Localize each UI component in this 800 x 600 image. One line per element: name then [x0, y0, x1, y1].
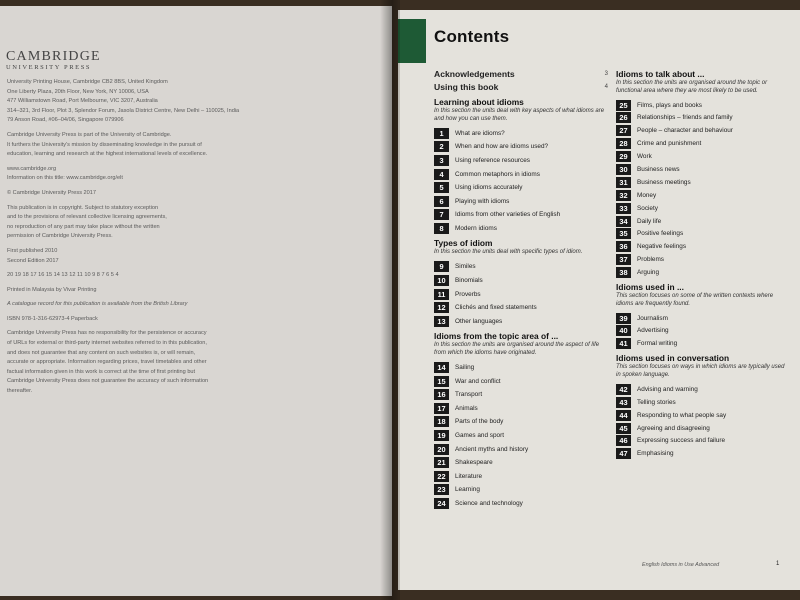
unit-number: 2	[434, 141, 449, 152]
unit-number: 44	[616, 410, 631, 421]
imprint-line: of URLs for external or third-party internet websites referred to in this publication,	[7, 340, 207, 347]
unit-number: 42	[616, 384, 631, 395]
contents-title: Contents	[434, 27, 510, 46]
unit-number: 4	[434, 169, 449, 180]
unit-title: Shakespeare	[455, 459, 493, 467]
unit-number: 29	[616, 151, 631, 162]
unit-title: When and how are idioms used?	[455, 143, 549, 151]
imprint-line: Printed in Malaysia by Vivar Printing	[7, 286, 97, 293]
section-description: This section focuses on some of the written contexts where idioms are frequently found.	[616, 293, 774, 307]
unit-number: 32	[616, 190, 631, 201]
contents-column-right	[616, 66, 786, 460]
unit-entry	[434, 429, 608, 443]
unit-number: 24	[434, 498, 449, 509]
unit-entry	[616, 422, 786, 435]
unit-entry	[616, 383, 786, 396]
unit-number: 18	[434, 416, 449, 427]
unit-title: Agreeing and disagreeing	[637, 424, 710, 432]
imprint-line: factual information given in this work is correct at the time of first printing but	[7, 368, 196, 375]
imprint-line: no reproduction of any part may take place without the written	[7, 223, 160, 230]
unit-number: 1	[434, 128, 449, 139]
unit-number: 7	[434, 209, 449, 220]
unit-entry	[616, 111, 786, 124]
unit-number: 22	[434, 471, 449, 482]
unit-entry	[616, 99, 786, 112]
unit-entry	[434, 388, 608, 402]
unit-entry	[434, 154, 608, 168]
page-number: 1	[776, 561, 780, 567]
unit-entry	[616, 137, 786, 150]
unit-title: Business meetings	[637, 178, 691, 186]
unit-title: Idioms from other varieties of English	[455, 211, 561, 219]
unit-title: Proverbs	[455, 290, 481, 298]
imprint-line: and does not guarantee that any content on such websites is, or will remain,	[7, 349, 196, 356]
unit-title: Formal writing	[637, 340, 678, 348]
unit-entry	[616, 396, 786, 409]
unit-number: 23	[434, 484, 449, 495]
unit-number: 27	[616, 125, 631, 136]
green-tab	[398, 19, 426, 63]
unit-entry	[616, 434, 786, 447]
unit-title: Transport	[455, 391, 483, 399]
unit-number: 6	[434, 196, 449, 207]
unit-title: Advising and warning	[637, 385, 698, 393]
unit-number: 15	[434, 376, 449, 387]
unit-title: Binomials	[455, 277, 483, 285]
unit-entry	[434, 195, 608, 209]
unit-entry	[616, 337, 786, 350]
unit-entry	[434, 374, 608, 388]
unit-title: Telling stories	[637, 398, 676, 406]
unit-title: Money	[637, 191, 657, 199]
unit-title: War and conflict	[455, 377, 501, 385]
unit-number: 46	[616, 435, 631, 446]
unit-title: Animals	[455, 404, 478, 412]
unit-title: Similes	[455, 263, 476, 271]
unit-number: 38	[616, 267, 631, 278]
unit-number: 33	[616, 203, 631, 214]
front-matter-item	[434, 68, 608, 81]
imprint-line: accurate or appropriate. Information regarding prices, travel timetables and other	[7, 359, 207, 366]
imprint-line: ISBN 978-1-316-62973-4 Paperback	[7, 315, 98, 322]
imprint-line: This publication is in copyright. Subject to statutory exception	[7, 204, 159, 211]
unit-title: Literature	[455, 472, 482, 480]
unit-entry	[434, 483, 608, 497]
unit-number: 20	[434, 444, 449, 455]
imprint-line: 79 Anson Road, #06–04/06, Singapore 079906	[7, 117, 124, 124]
book-gutter	[380, 0, 400, 600]
section-description: In this section the units are organised around the topic or functional area where they are most likely to be used.	[616, 80, 768, 94]
footer-title: English Idioms in Use Advanced	[642, 562, 720, 568]
unit-entry	[434, 301, 608, 315]
imprint-line: permission of Cambridge University Press.	[7, 233, 113, 240]
publisher-logo	[6, 50, 101, 72]
unit-entry	[616, 253, 786, 266]
section-description: This section focuses on ways in which idioms are typically used in spoken language.	[616, 364, 785, 379]
logo-line2: UNIVERSITY PRESS	[6, 64, 92, 71]
unit-entry	[434, 274, 608, 288]
front-matter-page: 4	[604, 84, 608, 90]
unit-title: Clichés and fixed statements	[455, 304, 537, 312]
contents-column-left	[434, 68, 608, 510]
imprint-line: thereafter.	[7, 388, 33, 395]
unit-entry	[616, 215, 786, 228]
unit-title: Relationships – friends and family	[637, 114, 733, 122]
unit-title: Playing with idioms	[455, 197, 510, 205]
front-matter-item	[434, 81, 608, 94]
section-heading: Learning about idioms	[434, 97, 524, 107]
unit-title: Films, plays and books	[637, 101, 702, 109]
unit-title: Journalism	[637, 314, 668, 322]
unit-title: Common metaphors in idioms	[455, 170, 540, 178]
unit-title: Ancient myths and history	[455, 445, 529, 453]
unit-number: 30	[616, 164, 631, 175]
unit-number: 25	[616, 100, 631, 111]
unit-title: Games and sport	[455, 431, 505, 439]
imprint-line: It furthers the University's mission by disseminating knowledge in the pursuit of	[7, 141, 202, 148]
section-heading: Idioms to talk about ...	[616, 69, 705, 79]
unit-number: 36	[616, 241, 631, 252]
section-description: In this section the units deal with specific types of idiom.	[434, 249, 583, 256]
unit-number: 17	[434, 403, 449, 414]
unit-entry	[434, 260, 608, 274]
unit-title: Positive feelings	[637, 230, 684, 238]
front-matter-label: Using this book	[434, 82, 499, 92]
imprint-line: First published 2010	[7, 247, 58, 254]
unit-title: Work	[637, 153, 652, 161]
imprint-line: Second Edition 2017	[7, 257, 59, 264]
unit-entry	[616, 150, 786, 163]
unit-title: Society	[637, 204, 658, 212]
unit-number: 5	[434, 182, 449, 193]
unit-title: Sailing	[455, 364, 475, 371]
unit-entry	[434, 456, 608, 470]
unit-title: Using idioms accurately	[455, 184, 523, 192]
unit-title: People – character and behaviour	[637, 127, 733, 135]
unit-number: 47	[616, 448, 631, 459]
unit-number: 19	[434, 430, 449, 441]
unit-title: What are idioms?	[455, 129, 505, 137]
imprint-line: www.cambridge.org	[7, 165, 57, 172]
imprint-block	[7, 78, 307, 397]
unit-entry	[434, 401, 608, 415]
logo-line1: CAMBRIDGE	[6, 49, 101, 64]
unit-entry	[434, 415, 608, 429]
unit-number: 3	[434, 155, 449, 166]
unit-number: 10	[434, 275, 449, 286]
unit-number: 43	[616, 397, 631, 408]
unit-number: 13	[434, 316, 449, 327]
imprint-line: and to the provisions of relevant collective licensing agreements,	[7, 214, 167, 221]
unit-entry	[616, 176, 786, 189]
unit-number: 34	[616, 216, 631, 227]
unit-entry	[616, 312, 786, 325]
unit-entry	[434, 287, 608, 301]
imprint-line: 20 19 18 17 16 15 14 13 12 11 10 9 8 7 6 5 4	[7, 272, 119, 279]
unit-entry	[434, 361, 608, 375]
unit-title: Emphasising	[637, 450, 674, 458]
unit-entry	[616, 202, 786, 215]
unit-number: 14	[434, 362, 449, 373]
section-heading: Idioms used in ...	[616, 282, 684, 293]
unit-entry	[616, 325, 786, 338]
imprint-line: Information on this title: www.cambridge.org/elt	[7, 175, 123, 182]
imprint-line: 314–321, 3rd Floor, Plot 3, Splendor Forum, Jasola District Centre, New Delhi – 110025, India	[7, 107, 240, 114]
imprint-line: Cambridge University Press has no responsibility for the persistence or accuracy	[7, 330, 207, 337]
unit-entry	[616, 266, 786, 279]
unit-number: 12	[434, 302, 449, 313]
unit-entry	[434, 469, 608, 483]
unit-entry	[616, 447, 786, 460]
unit-title: Other languages	[455, 317, 503, 325]
front-matter-page: 3	[604, 71, 608, 77]
unit-number: 39	[616, 313, 631, 324]
unit-title: Negative feelings	[637, 243, 687, 251]
unit-number: 37	[616, 254, 631, 265]
unit-entry	[434, 222, 608, 236]
unit-entry	[434, 208, 608, 222]
imprint-line: Cambridge University Press does not guarantee the accuracy of such information	[7, 378, 209, 385]
unit-number: 26	[616, 112, 631, 123]
unit-title: Expressing success and failure	[637, 437, 726, 445]
unit-title: Parts of the body	[455, 418, 504, 426]
unit-entry	[434, 127, 608, 141]
unit-title: Problems	[637, 256, 664, 264]
unit-title: Arguing	[637, 269, 660, 277]
unit-title: Using reference resources	[455, 157, 530, 165]
unit-entry	[434, 315, 608, 329]
section-heading: Idioms used in conversation	[616, 353, 730, 364]
unit-entry	[434, 497, 608, 511]
unit-entry	[616, 189, 786, 202]
unit-title: Science and technology	[455, 499, 523, 507]
imprint-line: One Liberty Plaza, 20th Floor, New York, NY 10006, USA	[7, 88, 149, 95]
section-description: In this section the units deal with key aspects of what idioms are and how you can use them.	[434, 108, 605, 122]
unit-title: Business news	[637, 165, 680, 173]
unit-entry	[616, 240, 786, 253]
unit-number: 28	[616, 138, 631, 149]
unit-title: Modern idioms	[455, 225, 497, 233]
imprint-line: Cambridge University Press is part of the University of Cambridge.	[7, 131, 172, 138]
unit-number: 31	[616, 177, 631, 188]
unit-number: 16	[434, 389, 449, 400]
unit-number: 40	[616, 325, 631, 336]
section-heading: Idioms from the topic area of ...	[434, 331, 559, 342]
unit-title: Responding to what people say	[637, 411, 727, 419]
imprint-line: © Cambridge University Press 2017	[7, 189, 96, 196]
imprint-line: A catalogue record for this publication is available from the British Library	[7, 301, 188, 308]
unit-number: 21	[434, 457, 449, 468]
unit-entry	[616, 124, 786, 137]
unit-entry	[434, 167, 608, 181]
unit-entry	[434, 181, 608, 195]
unit-title: Daily life	[637, 217, 662, 225]
section-heading: Types of idiom	[434, 238, 493, 249]
imprint-line: University Printing House, Cambridge CB2 8BS, United Kingdom	[7, 79, 168, 85]
unit-entry	[616, 228, 786, 241]
section-description: In this section the units are organised around the aspect of life from which the idioms have originated.	[434, 342, 600, 356]
unit-number: 8	[434, 223, 449, 234]
unit-title: Advertising	[637, 327, 669, 335]
right-page	[398, 10, 800, 590]
unit-number: 35	[616, 228, 631, 239]
unit-number: 11	[434, 289, 449, 300]
unit-number: 9	[434, 261, 449, 272]
left-page	[0, 6, 392, 596]
unit-entry	[616, 163, 786, 176]
unit-title: Crime and punishment	[637, 140, 702, 148]
unit-entry	[434, 140, 608, 154]
imprint-line: education, learning and research at the highest international levels of excellence.	[7, 151, 208, 158]
unit-number: 41	[616, 338, 631, 349]
unit-entry	[616, 409, 786, 422]
imprint-line: 477 Williamstown Road, Port Melbourne, VIC 3207, Australia	[7, 98, 158, 105]
unit-entry	[434, 442, 608, 456]
unit-title: Learning	[455, 486, 480, 494]
front-matter-label: Acknowledgements	[434, 69, 515, 79]
unit-number: 45	[616, 423, 631, 434]
